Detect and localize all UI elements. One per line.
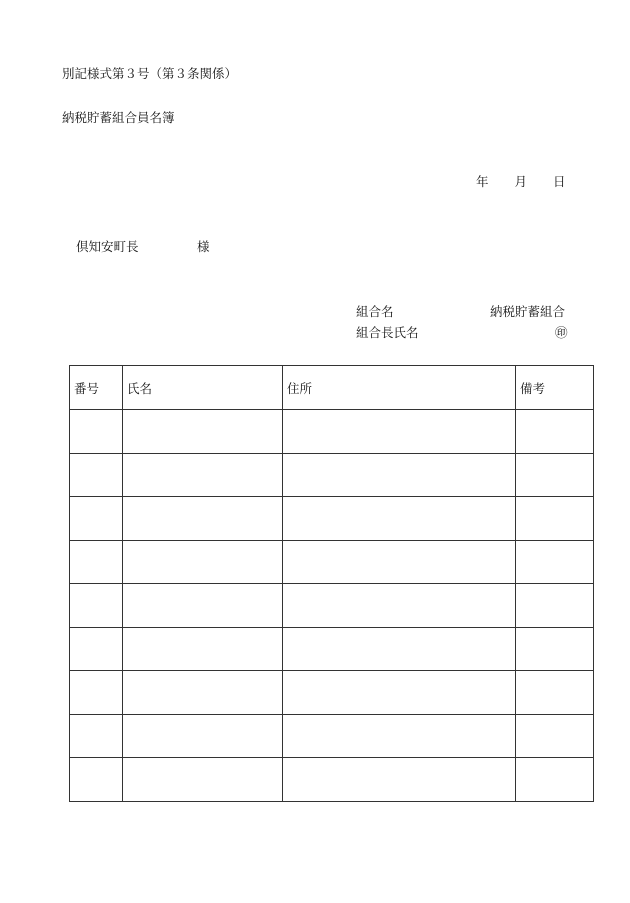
cell-remarks[interactable]	[516, 540, 594, 584]
cell-number[interactable]	[70, 758, 123, 802]
cell-remarks[interactable]	[516, 410, 594, 454]
table-body	[70, 410, 594, 802]
cell-name[interactable]	[123, 453, 283, 497]
form-number: 別記様式第３号（第３条関係）	[62, 66, 238, 81]
table-row	[70, 410, 594, 454]
table-row	[70, 671, 594, 715]
date-month-label: 月	[514, 174, 528, 189]
table-row	[70, 497, 594, 541]
cell-name[interactable]	[123, 540, 283, 584]
cell-number[interactable]	[70, 540, 123, 584]
cell-remarks[interactable]	[516, 453, 594, 497]
addressee-name: 倶知安町長	[76, 239, 139, 254]
cell-remarks[interactable]	[516, 497, 594, 541]
cell-name[interactable]	[123, 497, 283, 541]
date-day-label: 日	[553, 174, 566, 189]
cell-address[interactable]	[283, 497, 516, 541]
cell-number[interactable]	[70, 453, 123, 497]
cell-address[interactable]	[283, 758, 516, 802]
cell-address[interactable]	[283, 540, 516, 584]
addressee-honorific: 様	[197, 239, 210, 254]
cell-remarks[interactable]	[516, 714, 594, 758]
column-header-name: 氏名	[123, 366, 283, 410]
cell-name[interactable]	[123, 584, 283, 628]
column-header-number: 番号	[70, 366, 123, 410]
column-header-address: 住所	[283, 366, 516, 410]
cell-name[interactable]	[123, 758, 283, 802]
union-head-label: 組合長氏名	[356, 325, 419, 340]
union-name-value: 納税貯蓄組合	[490, 304, 566, 319]
column-header-remarks: 備考	[516, 366, 594, 410]
cell-address[interactable]	[283, 410, 516, 454]
table-row	[70, 453, 594, 497]
cell-address[interactable]	[283, 714, 516, 758]
seal-mark: ㊞	[555, 325, 568, 340]
cell-remarks[interactable]	[516, 584, 594, 628]
cell-number[interactable]	[70, 714, 123, 758]
cell-remarks[interactable]	[516, 627, 594, 671]
cell-number[interactable]	[70, 627, 123, 671]
table-header-row	[70, 366, 594, 410]
cell-address[interactable]	[283, 584, 516, 628]
cell-remarks[interactable]	[516, 758, 594, 802]
cell-number[interactable]	[70, 671, 123, 715]
cell-name[interactable]	[123, 627, 283, 671]
cell-remarks[interactable]	[516, 671, 594, 715]
table-row	[70, 714, 594, 758]
table-row	[70, 627, 594, 671]
date-line	[476, 174, 566, 190]
cell-name[interactable]	[123, 671, 283, 715]
cell-number[interactable]	[70, 410, 123, 454]
table-row	[70, 584, 594, 628]
cell-name[interactable]	[123, 714, 283, 758]
cell-number[interactable]	[70, 497, 123, 541]
table-row	[70, 758, 594, 802]
table-row	[70, 540, 594, 584]
cell-number[interactable]	[70, 584, 123, 628]
document-title: 納税貯蓄組合員名簿	[62, 110, 175, 125]
cell-address[interactable]	[283, 627, 516, 671]
date-year-label: 年	[476, 174, 489, 189]
union-name-label: 組合名	[356, 304, 394, 319]
cell-name[interactable]	[123, 410, 283, 454]
cell-address[interactable]	[283, 671, 516, 715]
member-roster-table	[69, 365, 594, 802]
cell-address[interactable]	[283, 453, 516, 497]
